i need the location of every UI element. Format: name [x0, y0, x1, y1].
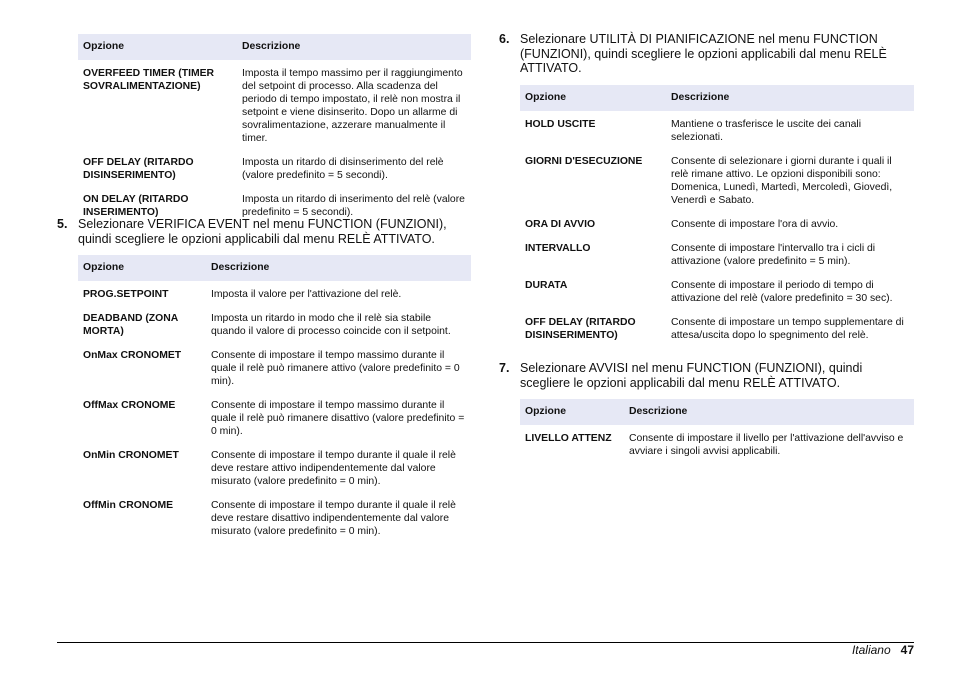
page-footer	[852, 643, 914, 657]
option-description: Consente di impostare il periodo di tempo di attivazione del relè (valore predefinito = 30 sec).	[671, 280, 893, 304]
option-name: OnMax CRONOMET	[83, 350, 182, 361]
option-name: OFF DELAY (RITARDO DISINSERIMENTO)	[525, 317, 636, 341]
option-description: Imposta il tempo massimo per il raggiungimento del setpoint di processo. Alla scadenza del periodo di tempo impostato, il relè non mostra il setpoint e viene disinserito. Dopo un allarme di sovralimentazione, azzerare manualmente il timer.	[242, 68, 463, 144]
option-name: OFF DELAY (RITARDO DISINSERIMENTO)	[83, 157, 194, 181]
option-description: Consente di impostare il tempo massimo durante il quale il relè può rimanere disattivo (valore predefinito = 0 min).	[211, 400, 465, 437]
option-name: PROG.SETPOINT	[83, 289, 169, 300]
header-descrizione: Descrizione	[206, 255, 471, 281]
option-name: LIVELLO ATTENZ	[525, 433, 612, 444]
step-number: 6.	[499, 32, 510, 46]
table-row	[520, 272, 914, 309]
option-description: Mantiene o trasferisce le uscite dei canali selezionati.	[671, 119, 862, 143]
timer-options-table	[78, 34, 471, 223]
table-row	[78, 305, 471, 342]
footer-divider	[57, 642, 914, 643]
step-text: Selezionare VERIFICA EVENT nel menu FUNCTION (FUNZIONI), quindi scegliere le opzioni applicabili dal menu RELÈ ATTIVATO.	[78, 217, 447, 246]
warning-options-table-wrap	[520, 399, 914, 462]
option-description: Consente di impostare l'ora di avvio.	[671, 219, 839, 230]
option-name: INTERVALLO	[525, 243, 591, 254]
header-opzione: Opzione	[520, 399, 624, 425]
header-opzione: Opzione	[78, 255, 206, 281]
table-row	[520, 309, 914, 346]
header-descrizione: Descrizione	[666, 85, 914, 111]
option-name: OVERFEED TIMER (TIMER SOVRALIMENTAZIONE)	[83, 68, 215, 92]
option-name: DURATA	[525, 280, 568, 291]
option-description: Consente di impostare il tempo durante il quale il relè deve restare disattivo indipendentemente dal valore misurato (valore predefinito = 0 min).	[211, 500, 456, 537]
table-row	[78, 342, 471, 392]
table-row	[520, 211, 914, 235]
option-description: Imposta il valore per l'attivazione del relè.	[211, 289, 402, 300]
option-name: OffMax CRONOME	[83, 400, 176, 411]
table-row	[78, 149, 471, 186]
header-opzione: Opzione	[520, 85, 666, 111]
step-number: 5.	[57, 217, 68, 231]
timer-options-table-wrap	[78, 34, 471, 223]
table-header-row	[520, 85, 914, 111]
table-row	[78, 392, 471, 442]
table-row	[520, 148, 914, 211]
header-descrizione: Descrizione	[624, 399, 914, 425]
option-description: Consente di impostare il tempo durante il quale il relè deve restare attivo indipendentemente dal valore misurato (valore predefinito = 0 min).	[211, 450, 456, 487]
option-name: ON DELAY (RITARDO INSERIMENTO)	[83, 194, 189, 218]
header-opzione: Opzione	[78, 34, 237, 60]
page-number: 47	[900, 643, 914, 657]
table-header-row	[520, 399, 914, 425]
step-text: Selezionare AVVISI nel menu FUNCTION (FUNZIONI), quindi scegliere le opzioni applicabili dal menu RELÈ ATTIVATO.	[520, 361, 863, 390]
option-name: HOLD USCITE	[525, 119, 596, 130]
footer-language: Italiano	[851, 643, 891, 657]
option-name: OnMin CRONOMET	[83, 450, 179, 461]
table-row	[520, 111, 914, 148]
table-row	[78, 442, 471, 492]
event-options-table-wrap	[78, 255, 471, 542]
option-name: DEADBAND (ZONA MORTA)	[83, 313, 178, 337]
option-description: Consente di impostare un tempo supplementare di attesa/uscita dopo lo spegnimento del relè.	[671, 317, 904, 341]
table-header-row	[78, 34, 471, 60]
option-description: Imposta un ritardo in modo che il relè sia stabile quando il valore di processo coincide con il setpoint.	[211, 313, 451, 337]
option-name: OffMin CRONOME	[83, 500, 174, 511]
warning-options-table	[520, 399, 914, 462]
option-name: ORA DI AVVIO	[525, 219, 596, 230]
table-row	[520, 425, 914, 462]
option-description: Consente di impostare il livello per l'attivazione dell'avviso e avviare i singoli avvisi applicabili.	[629, 433, 904, 457]
option-description: Imposta un ritardo di inserimento del relè (valore predefinito = 5 secondi).	[242, 194, 465, 218]
option-description: Consente di selezionare i giorni durante i quali il relè rimane attivo. Le opzioni disponibili sono: Domenica, Lunedì, Martedì, Mercoledì, Giovedì, Venerdì e Sabato.	[671, 156, 893, 206]
event-options-table	[78, 255, 471, 542]
option-description: Consente di impostare il tempo massimo durante il quale il relè può rimanere attivo (valore predefinito = 0 min).	[211, 350, 460, 387]
header-descrizione: Descrizione	[237, 34, 471, 60]
option-description: Imposta un ritardo di disinserimento del relè (valore predefinito = 5 secondi).	[242, 157, 444, 181]
option-description: Consente di impostare l'intervallo tra i cicli di attivazione (valore predefinito = 5 min).	[671, 243, 876, 267]
table-row	[520, 235, 914, 272]
step-number: 7.	[499, 361, 510, 375]
schedule-options-table	[520, 85, 914, 346]
table-row	[78, 281, 471, 305]
schedule-options-table-wrap	[520, 85, 914, 346]
option-name: GIORNI D'ESECUZIONE	[525, 156, 643, 167]
table-row	[78, 60, 471, 149]
table-header-row	[78, 255, 471, 281]
step-text: Selezionare UTILITÀ DI PIANIFICAZIONE nel menu FUNCTION (FUNZIONI), quindi scegliere le opzioni applicabili dal menu RELÈ ATTIVATO.	[520, 32, 887, 75]
table-row	[78, 492, 471, 542]
